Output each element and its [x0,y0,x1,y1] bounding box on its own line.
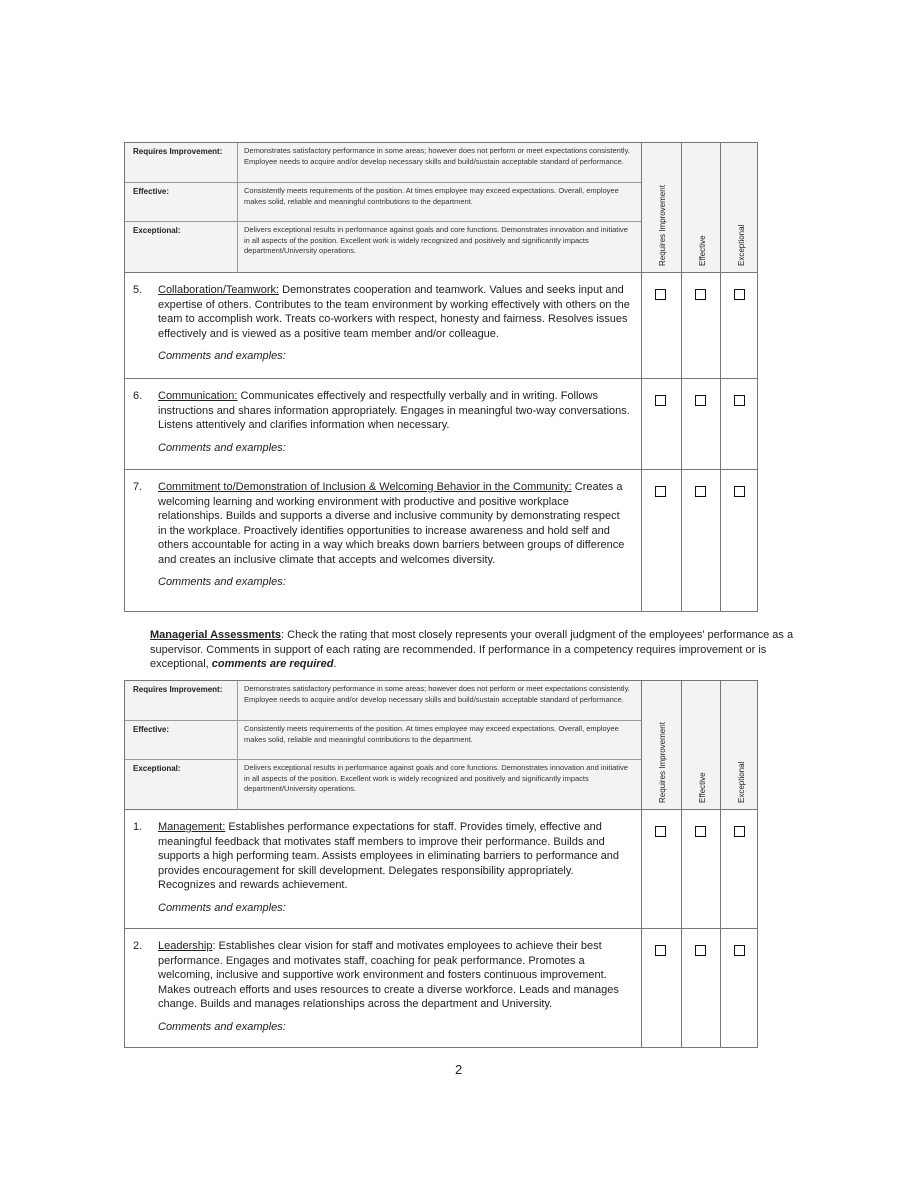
legend-label: Exceptional: [125,760,238,810]
column-divider [641,810,642,928]
legend-description: Consistently meets requirements of the position. At times employee may exceed expectations. Overall, employee makes solid, reliable and meaningful contributions to the department. [244,186,619,206]
comments-label: Comments and examples: [158,901,286,914]
item-number: 6. [133,390,143,402]
column-divider [641,379,642,469]
rating-legend [125,681,641,809]
item-number: 1. [133,821,143,833]
rating-column-label: Exceptional [736,224,746,266]
legend-row [125,143,641,183]
rating-checkbox-exceptional[interactable] [734,395,745,406]
column-divider [681,470,682,611]
legend-label: Requires Improvement: [125,143,238,182]
rating-checkbox-effective[interactable] [695,486,706,497]
rating-checkbox-exceptional[interactable] [734,945,745,956]
legend-description: Delivers exceptional results in performance against goals and core functions. Demonstrates innovation and initiative in all aspects of the position. Excellent work is widely recognized and positively and significantly impacts department/University operations. [244,763,628,793]
competency-table-2 [124,680,758,1048]
competency-row [125,470,757,611]
item-title: Communication: [158,390,238,402]
item-description: Demonstrates cooperation and teamwork. Values and seeks input and expertise of others. Contributes to the team environment by working effectively with others on the team to accomplish work. Treats co-workers with respect, honesty and fairness. Resolves issues effectively and is viewed as a positive team member and/or colleague. [158,284,630,340]
legend-row [125,183,641,222]
item-title: Commitment to/Demonstration of Inclusion & Welcoming Behavior in the Community: [158,481,572,493]
rating-column-label: Effective [698,235,707,266]
rating-column-label: Exceptional [736,761,746,803]
rating-checkbox-requires-improvement[interactable] [655,395,666,406]
item-title: Collaboration/Teamwork: [158,284,280,296]
rating-checkbox-exceptional[interactable] [734,289,745,300]
rating-checkbox-requires-improvement[interactable] [655,486,666,497]
column-divider [681,273,682,378]
rating-checkbox-effective[interactable] [695,945,706,956]
legend-label: Exceptional: [125,222,238,273]
intro-title: Managerial Assessments [150,629,282,641]
rating-column-label: Requires Improvement [658,185,667,266]
intro-text: : Check the rating that most closely represents your overall judgment of the employees' performance as a supervisor. Comments in support of each rating are recommended. If performance in a competency requires improvement or is exceptional, [150,629,794,670]
intro-emphasis: comments are required [211,658,334,670]
rating-checkbox-effective[interactable] [695,395,706,406]
rating-legend [125,143,641,272]
managerial-assessments-intro [150,628,800,672]
rating-legend-header [125,143,757,273]
column-divider [720,273,721,378]
column-divider [720,929,721,1047]
item-description: : Establishes clear vision for staff and motivates employees to achieve their best performance. Engages and motivates staff, coaching for peak performance. Promotes a welcoming, inclusive and supportive work environment and fosters continuous improvement. Makes outreach efforts and uses resources to create a diverse workforce. Leads and manages change. Builds and manages relationships across the department and University. [158,940,619,1010]
rating-column-header [720,681,758,809]
legend-description: Demonstrates satisfactory performance in some areas; however does not perform or meet expectations consistently. Employee needs to acquire and/or develop necessary skills and build/sustain acceptable standard of performance. [244,684,630,704]
column-divider [720,810,721,928]
legend-label: Effective: [125,183,238,221]
column-divider [641,929,642,1047]
comments-label: Comments and examples: [158,350,286,362]
item-number: 5. [133,284,143,296]
column-divider [681,810,682,928]
legend-row [125,222,641,273]
item-title: Management: [158,821,226,833]
column-divider [681,379,682,469]
column-divider [720,379,721,469]
item-number: 2. [133,940,143,952]
rating-column-label: Requires Improvement [658,722,667,803]
rating-checkbox-requires-improvement[interactable] [655,289,666,300]
rating-checkbox-exceptional[interactable] [734,486,745,497]
rating-column-header [720,143,758,272]
comments-label: Comments and examples: [158,1020,286,1033]
legend-label: Effective: [125,721,238,759]
rating-checkbox-requires-improvement[interactable] [655,826,666,837]
comments-label: Comments and examples: [158,576,286,588]
legend-row [125,760,641,810]
item-description: Communicates effectively and respectfully verbally and in writing. Follows instructions and shares information appropriately. Engages in meaningful two-way conversations. Listens attentively and clarifies information when necessary. [158,390,630,431]
rating-column-header [681,681,720,809]
competency-table-1 [124,142,758,612]
rating-checkbox-effective[interactable] [695,826,706,837]
column-divider [641,273,642,378]
legend-description: Demonstrates satisfactory performance in some areas; however does not perform or meet expectations consistently. Employee needs to acquire and/or develop necessary skills and build/sustain acceptable standard of performance. [244,146,630,166]
rating-checkbox-effective[interactable] [695,289,706,300]
column-divider [641,470,642,611]
legend-row [125,681,641,721]
rating-checkbox-exceptional[interactable] [734,826,745,837]
item-description: Creates a welcoming learning and working environment with productive and positive workplace relationships. Builds and supports a diverse and inclusive community by demonstrating respect in the workplace. Proactively identifies opportunities to increase awareness and hold self and others accountable for acting in a way which breaks down barriers between groups of difference and creates an inclusive climate that accepts and welcomes diversity. [158,481,625,566]
column-divider [681,929,682,1047]
legend-row [125,721,641,760]
rating-column-header [641,681,680,809]
rating-column-label: Effective [698,772,707,803]
legend-label: Requires Improvement: [125,681,238,720]
rating-legend-header [125,681,757,810]
competency-row [125,929,757,1047]
item-number: 7. [133,481,143,493]
rating-column-header [681,143,720,272]
column-divider [720,470,721,611]
competency-row [125,273,757,379]
intro-end: . [333,658,337,670]
rating-column-header [641,143,680,272]
item-title: Leadership [158,940,213,952]
rating-checkbox-requires-improvement[interactable] [655,945,666,956]
legend-description: Delivers exceptional results in performance against goals and core functions. Demonstrates innovation and initiative in all aspects of the position. Excellent work is widely recognized and positively and significantly impacts department/University operations. [244,225,628,255]
item-description: Establishes performance expectations for staff. Provides timely, effective and meaningful feedback that motivates staff members to improve their performance. Builds and supports a high performing team. Assists employees in eliminating barriers to performance and provides encouragement for skill development. Delegates responsibility appropriately. Recognizes and rewards achievement. [158,821,620,891]
page-number: 2 [455,1062,463,1077]
competency-row [125,810,757,929]
competency-row [125,379,757,470]
legend-description: Consistently meets requirements of the position. At times employee may exceed expectations. Overall, employee makes solid, reliable and meaningful contributions to the department. [244,724,619,744]
comments-label: Comments and examples: [158,441,286,454]
